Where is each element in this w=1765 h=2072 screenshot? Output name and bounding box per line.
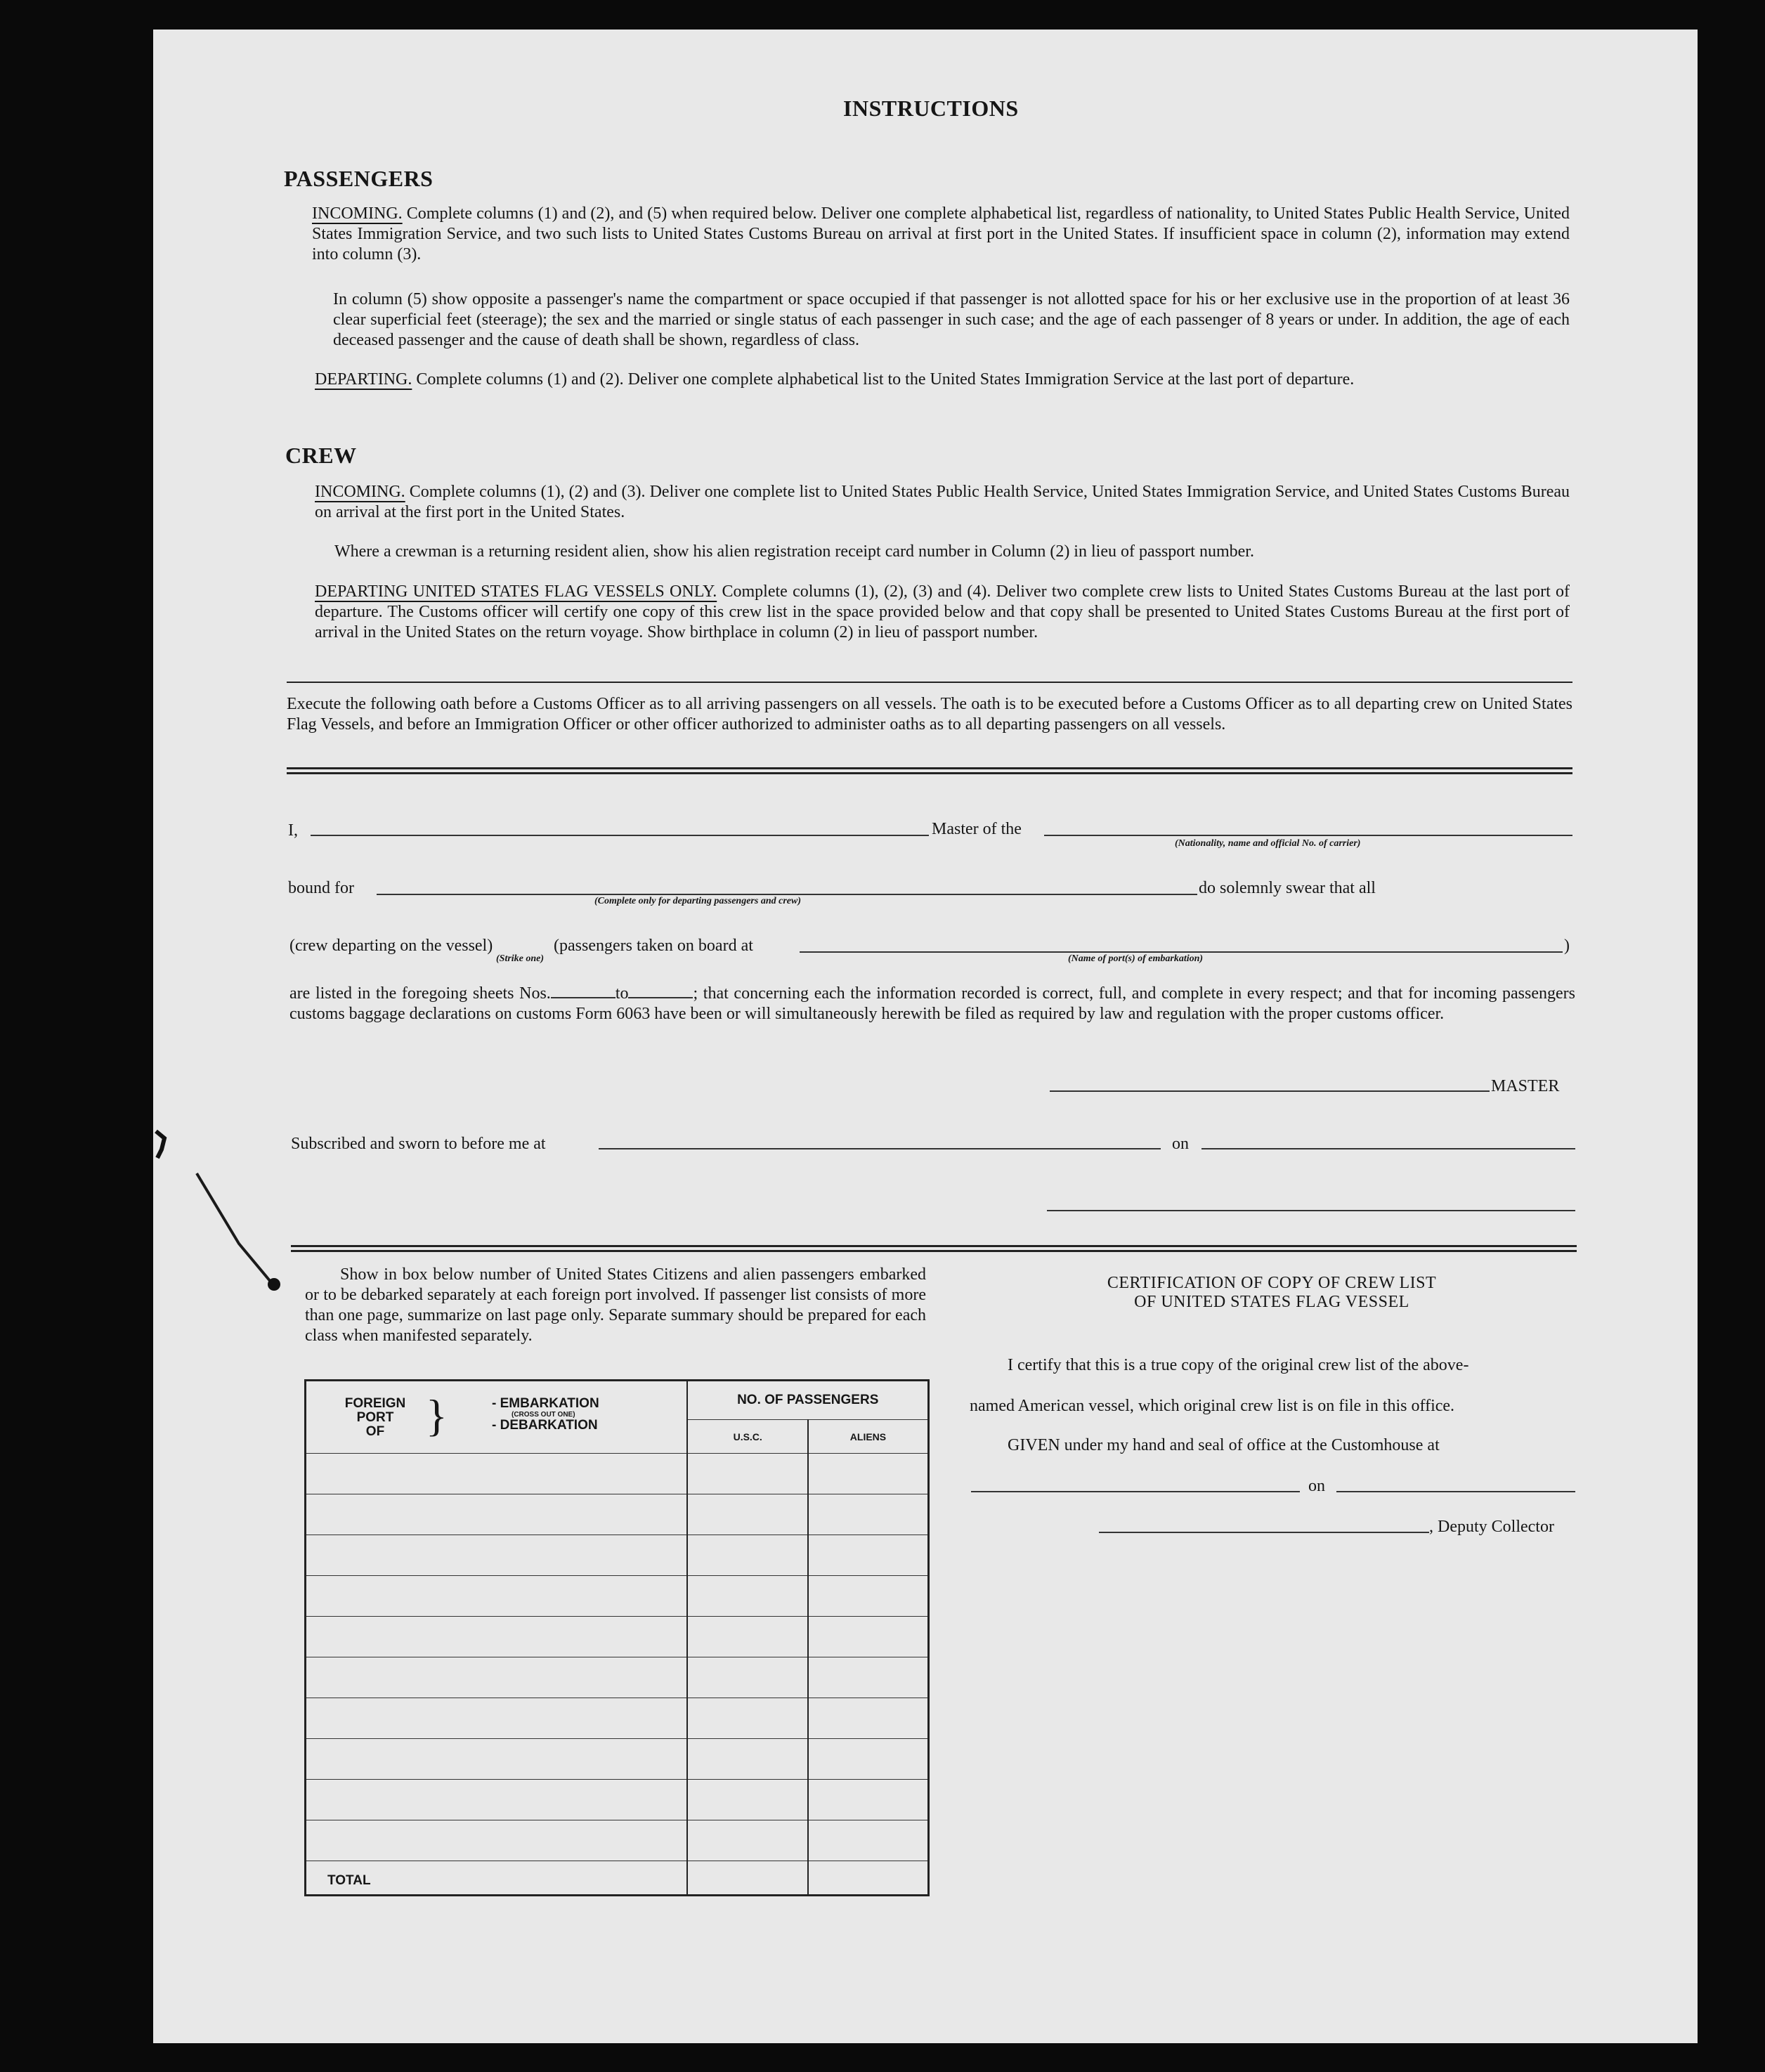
port-cell[interactable] — [306, 1535, 688, 1576]
passenger-summary-table — [304, 1379, 930, 1896]
crew-departing-paragraph — [315, 582, 1570, 643]
certification-title-line1: CERTIFICATION OF COPY OF CREW LIST — [1107, 1274, 1437, 1292]
port-header-cell — [306, 1381, 688, 1454]
embarkation-option[interactable]: - EMBARKATION — [492, 1396, 599, 1411]
strike-one-caption: (Strike one) — [496, 953, 545, 964]
port-cell[interactable] — [306, 1698, 688, 1739]
crew-departing-label: DEPARTING UNITED STATES FLAG VESSELS ONLY. — [315, 582, 717, 601]
usc-cell[interactable] — [687, 1494, 808, 1535]
port-cell[interactable] — [306, 1576, 688, 1617]
master-label: MASTER — [1491, 1077, 1560, 1095]
crew-incoming-text: Complete columns (1), (2) and (3). Deliver one complete list to United States Public Health Service, United States Immigration Service, and United States Customs Bureau on arrival at the first port in the United States. — [315, 483, 1570, 521]
bound-for-field[interactable] — [377, 894, 1197, 895]
aliens-cell[interactable] — [808, 1617, 929, 1657]
table-row — [306, 1454, 929, 1494]
brace-icon: } — [426, 1390, 448, 1440]
table-row — [306, 1535, 929, 1576]
usc-cell[interactable] — [687, 1698, 808, 1739]
oath-i-label: I, — [288, 821, 298, 840]
usc-cell[interactable] — [687, 1617, 808, 1657]
total-label: TOTAL — [306, 1861, 688, 1896]
divider — [287, 682, 1572, 683]
no-of-passengers-header: NO. OF PASSENGERS — [687, 1381, 928, 1420]
crew-heading: CREW — [285, 443, 357, 468]
usc-cell[interactable] — [687, 1535, 808, 1576]
passengers-incoming-paragraph — [312, 204, 1570, 265]
port-cell[interactable] — [306, 1657, 688, 1698]
table-row — [306, 1617, 929, 1657]
passengers-departing-text: Complete columns (1) and (2). Deliver one complete alphabetical list to the United States Immigration Service at the last port of departure. — [416, 370, 1355, 389]
master-of-the-label: Master of the — [932, 820, 1022, 838]
sworn-date-field[interactable] — [1201, 1148, 1575, 1149]
given-line: GIVEN under my hand and seal of office at the Customhouse at — [1008, 1436, 1440, 1454]
listed-sheets-paragraph — [289, 984, 1575, 1024]
sheet-to-field[interactable] — [628, 997, 693, 998]
master-name-field[interactable] — [311, 835, 929, 836]
sheet-to-label: to — [615, 984, 629, 1003]
passengers-incoming-label: INCOMING. — [312, 204, 403, 223]
aliens-cell[interactable] — [808, 1820, 929, 1861]
port-cell[interactable] — [306, 1494, 688, 1535]
passengers-departing-label: DEPARTING. — [315, 370, 412, 389]
deputy-collector-label: , Deputy Collector — [1429, 1518, 1554, 1536]
deputy-signature-field[interactable] — [1099, 1532, 1429, 1533]
passengers-incoming-text: Complete columns (1) and (2), and (5) when required below. Deliver one complete alphabetical list, regardless of nationality, to United States Public Health Service, United States Immigration Service, and two such lists to United States Customs Bureau on arrival at first port in the United States. If insufficient space in column (2), information may extend into column (3). — [312, 204, 1570, 263]
aliens-cell[interactable] — [808, 1576, 929, 1617]
crew-departing-text: Complete columns (1), (2), (3) and (4). Deliver two complete crew lists to United States Customs Bureau at the last port of departure. The Customs officer will certify one copy of this crew list in the space provided below and that copy shall be presented to United States Customs Bureau at the first port of arrival in the United States on the return voyage. Show birthplace in column (2) in lieu of passport number. — [315, 582, 1570, 641]
named-vessel-line: named American vessel, which original crew list is on file in this office. — [970, 1397, 1455, 1415]
swear-label: do solemnly swear that all — [1199, 879, 1376, 897]
subscribed-label: Subscribed and sworn to before me at — [291, 1135, 546, 1153]
table-row — [306, 1820, 929, 1861]
embarkation-ports-field[interactable] — [800, 951, 1563, 953]
usc-total-cell[interactable] — [687, 1861, 808, 1896]
port-cell[interactable] — [306, 1820, 688, 1861]
double-rule-lower — [291, 1245, 1577, 1252]
listed-pre-text: are listed in the foregoing sheets Nos. — [289, 984, 551, 1003]
usc-cell[interactable] — [687, 1454, 808, 1494]
carrier-field[interactable] — [1044, 835, 1572, 836]
aliens-cell[interactable] — [808, 1535, 929, 1576]
officer-signature-field[interactable] — [1047, 1210, 1575, 1211]
ports-caption: (Name of port(s) of embarkation) — [1068, 953, 1204, 964]
aliens-cell[interactable] — [808, 1739, 929, 1780]
port-cell[interactable] — [306, 1739, 688, 1780]
table-header-row — [306, 1381, 929, 1420]
table-row — [306, 1657, 929, 1698]
passengers-taken-option[interactable]: (passengers taken on board at — [554, 937, 753, 955]
certify-line: I certify that this is a true copy of the original crew list of the above- — [1008, 1356, 1469, 1374]
summary-instruction: Show in box below number of United States Citizens and alien passengers embarked or to be debarked separately at each foreign port involved. If passenger list consists of more than one page, summarize on last page only. Separate summary should be prepared for each class when manifested separately. — [305, 1265, 926, 1345]
of-label: OF — [365, 1424, 385, 1439]
sheet-from-field[interactable] — [551, 997, 616, 998]
usc-column-header: U.S.C. — [687, 1420, 808, 1454]
table-row — [306, 1739, 929, 1780]
certification-title — [970, 1274, 1574, 1312]
close-paren: ) — [1564, 937, 1570, 955]
aliens-cell[interactable] — [808, 1494, 929, 1535]
aliens-cell[interactable] — [808, 1698, 929, 1739]
table-row — [306, 1494, 929, 1535]
sworn-place-field[interactable] — [599, 1148, 1161, 1149]
crew-incoming-paragraph — [315, 482, 1570, 523]
aliens-column-header: ALIENS — [808, 1420, 929, 1454]
table-row — [306, 1780, 929, 1820]
listed-post-text: ; that concerning each the information recorded is correct, full, and complete in every respect; and that for incoming passengers customs baggage declarations on customs Form 6063 have been or will simultaneously herewith be filed as required by law and regulation with the proper customs officer. — [289, 984, 1575, 1023]
aliens-cell[interactable] — [808, 1657, 929, 1698]
table-row — [306, 1698, 929, 1739]
aliens-cell[interactable] — [808, 1454, 929, 1494]
cert-on-label: on — [1308, 1477, 1325, 1495]
passengers-heading: PASSENGERS — [284, 166, 434, 191]
total-row — [306, 1861, 929, 1896]
departing-caption: (Complete only for departing passengers and crew) — [594, 896, 801, 906]
oath-instruction: Execute the following oath before a Customs Officer as to all arriving passengers on all vessels. The oath is to be executed before a Customs Officer as to all departing crew on United States Flag Vessels, and before an Immigration Officer or other officer authorized to administer oaths as to all departing passengers on all vessels. — [287, 695, 1572, 734]
crew-resident-paragraph: Where a crewman is a returning resident alien, show his alien registration receipt card number in Column (2) in lieu of passport number. — [334, 542, 1254, 561]
port-cell[interactable] — [306, 1780, 688, 1820]
usc-cell[interactable] — [687, 1657, 808, 1698]
certification-title-line2: OF UNITED STATES FLAG VESSEL — [1134, 1293, 1409, 1311]
double-rule — [287, 767, 1572, 774]
page-title: INSTRUCTIONS — [843, 96, 1019, 121]
bound-for-label: bound for — [288, 879, 354, 897]
port-cell[interactable] — [306, 1454, 688, 1494]
usc-cell[interactable] — [687, 1820, 808, 1861]
aliens-total-cell[interactable] — [808, 1861, 929, 1896]
foreign-label: FOREIGN — [344, 1396, 406, 1411]
usc-cell[interactable] — [687, 1576, 808, 1617]
cert-date-field[interactable] — [1336, 1491, 1575, 1492]
sworn-on-label: on — [1172, 1135, 1189, 1153]
passengers-column5-paragraph: In column (5) show opposite a passenger's name the compartment or space occupied if that passenger is not allotted space for his or her exclusive use in the proportion of at least 36 clear superficial feet (steerage); the sex and the married or single status of each passenger in such case; and the age of each passenger of 8 years or under. In addition, the age of each deceased passenger and the cause of death shall be shown, regardless of class. — [333, 290, 1570, 349]
debarkation-option[interactable]: - DEBARKATION — [492, 1418, 598, 1433]
crew-departing-option[interactable]: (crew departing on the vessel) — [289, 937, 493, 955]
torn-edge-mark — [155, 1124, 295, 1293]
crew-incoming-label: INCOMING. — [315, 483, 405, 501]
customhouse-field[interactable] — [971, 1491, 1300, 1492]
table-row — [306, 1576, 929, 1617]
cross-out-note: (CROSS OUT ONE) — [512, 1411, 575, 1419]
usc-cell[interactable] — [687, 1780, 808, 1820]
master-signature-field[interactable] — [1050, 1090, 1490, 1092]
usc-cell[interactable] — [687, 1739, 808, 1780]
passengers-departing-paragraph — [315, 370, 1570, 390]
carrier-caption: (Nationality, name and official No. of carrier) — [1175, 838, 1361, 849]
aliens-cell[interactable] — [808, 1780, 929, 1820]
port-label: PORT — [356, 1410, 394, 1425]
port-cell[interactable] — [306, 1617, 688, 1657]
